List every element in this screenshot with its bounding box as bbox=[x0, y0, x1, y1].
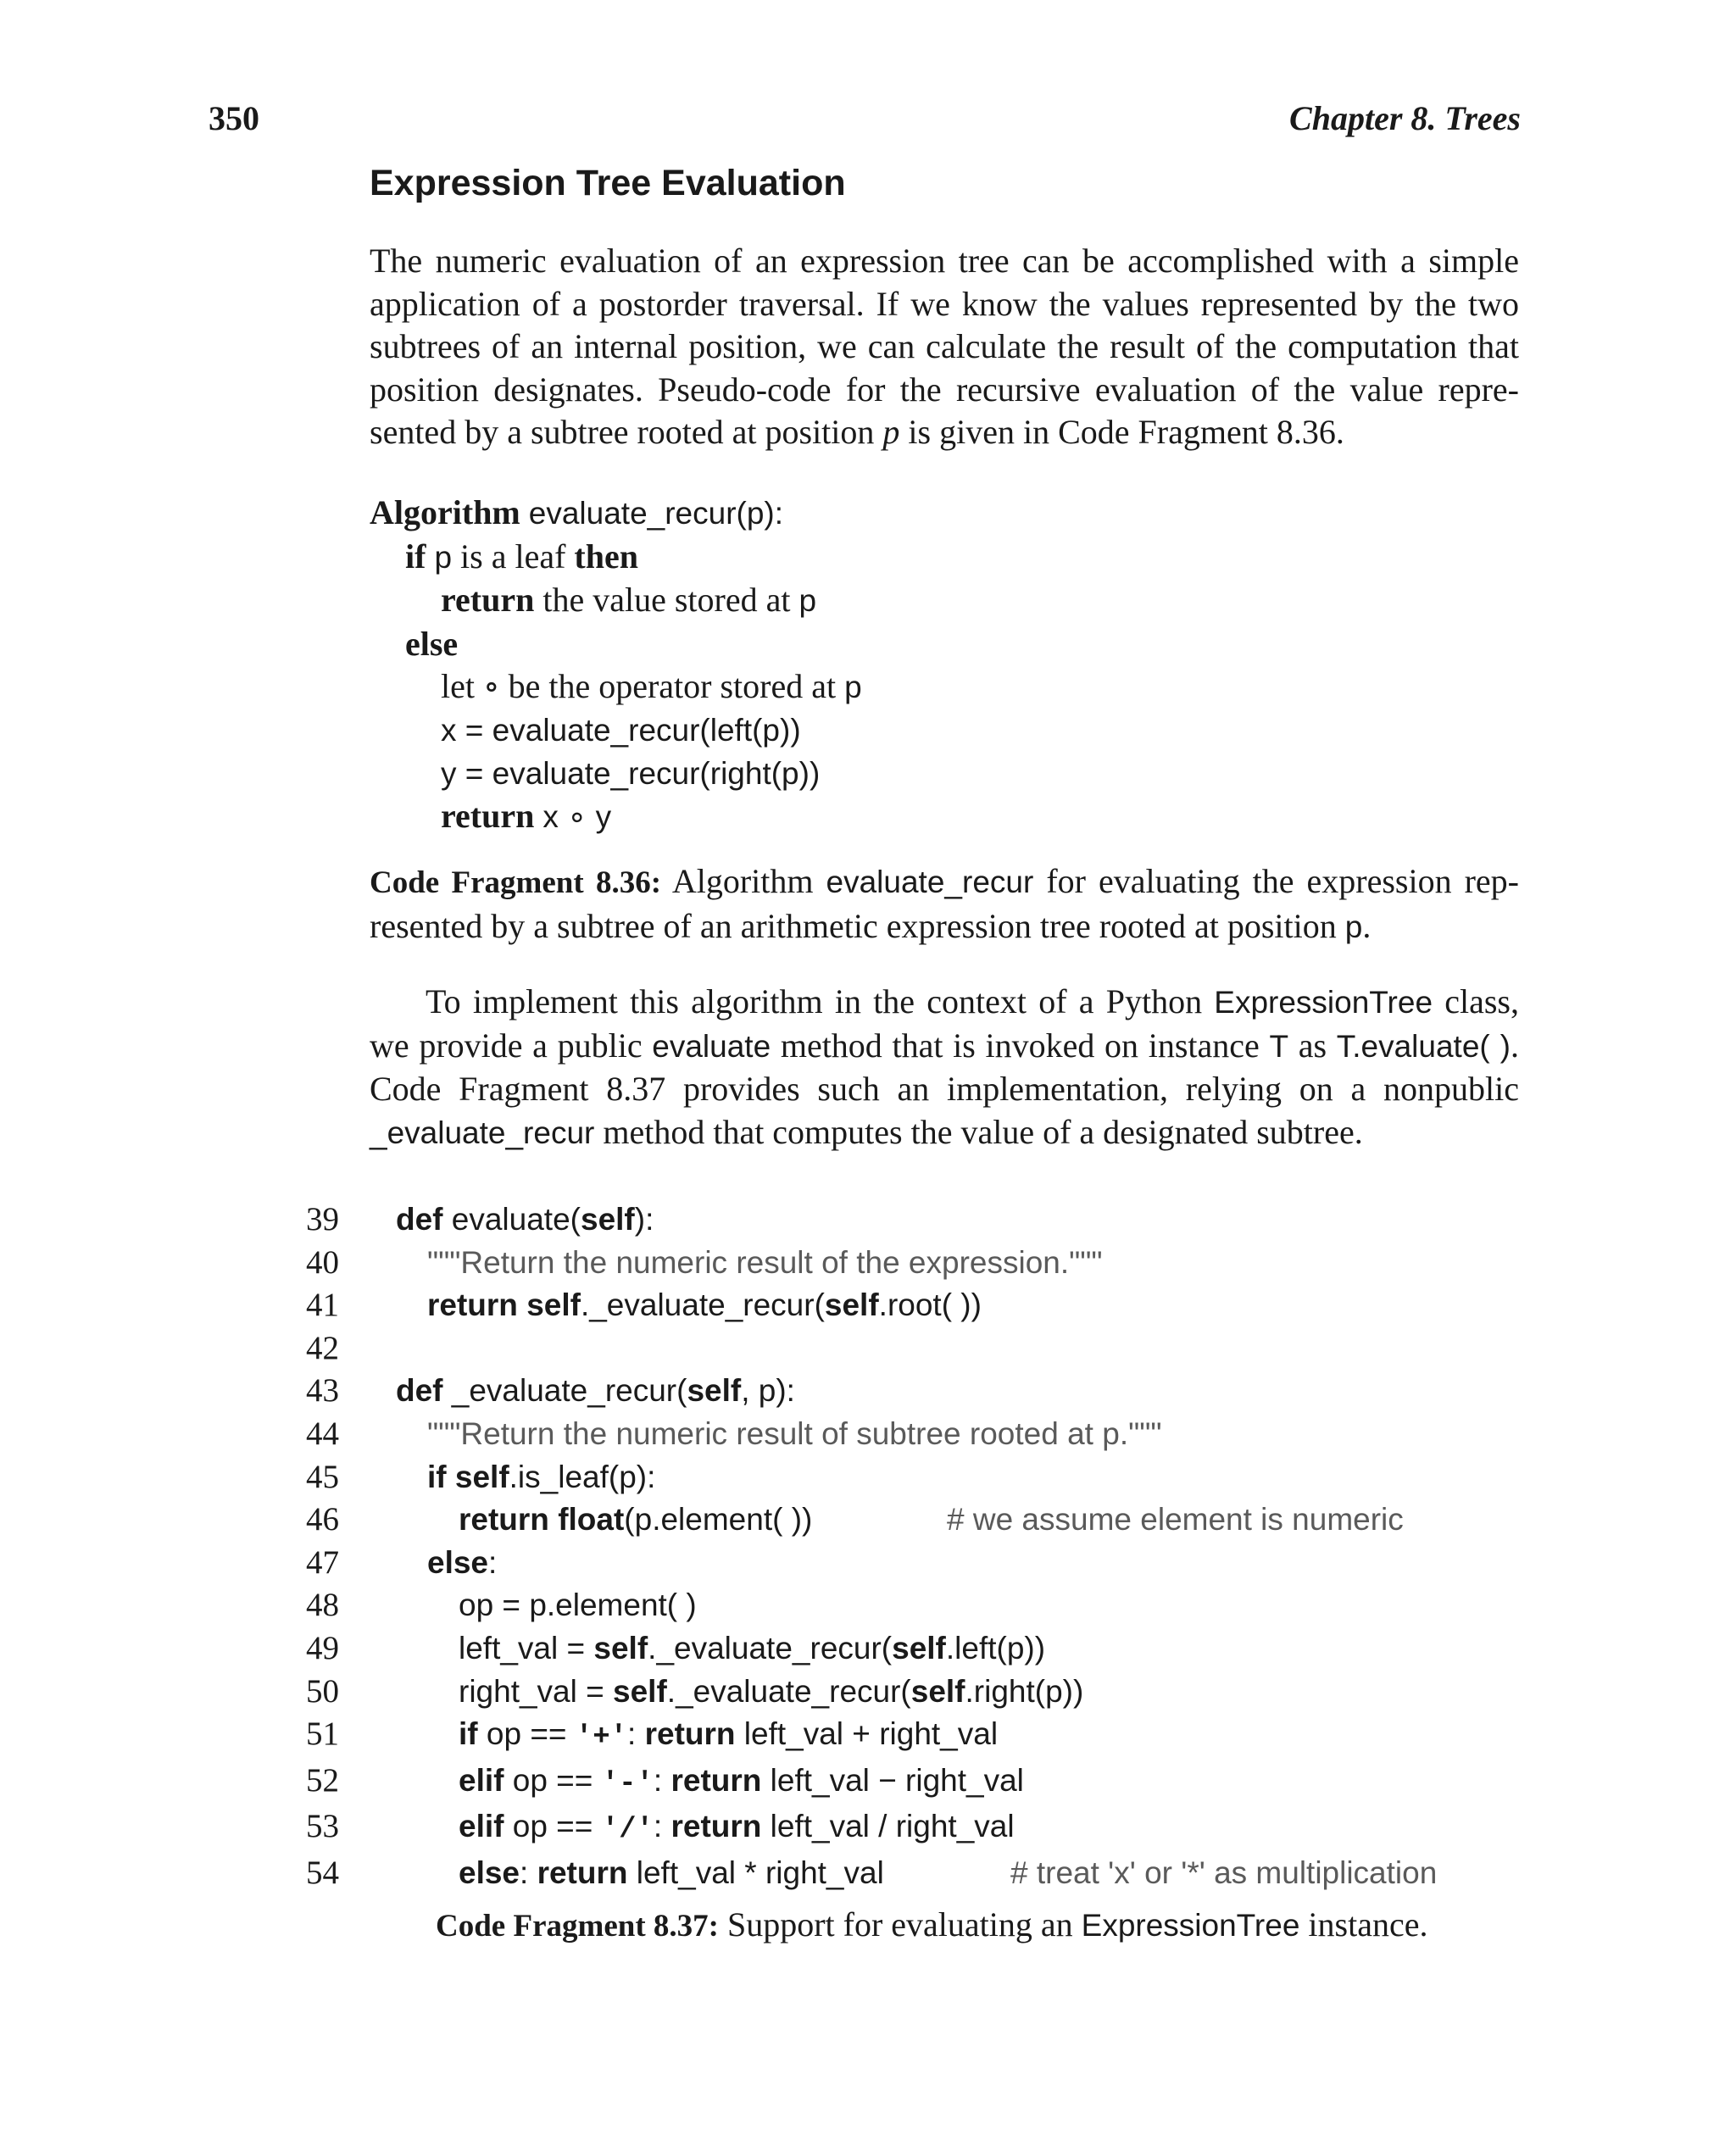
keyword: self bbox=[593, 1630, 648, 1666]
code-ref: ExpressionTree bbox=[1214, 985, 1433, 1020]
var: p bbox=[844, 670, 862, 705]
line-number: 39 bbox=[306, 1201, 339, 1237]
math-p: p bbox=[882, 413, 900, 452]
keyword: self bbox=[454, 1459, 509, 1494]
keyword: else bbox=[459, 1855, 520, 1890]
code-line bbox=[297, 1542, 1162, 1585]
code-line bbox=[297, 1760, 1162, 1806]
text: To implement this algorithm in the context of a Python bbox=[426, 982, 1215, 1020]
keyword: else bbox=[405, 624, 459, 663]
line-number: 44 bbox=[306, 1415, 339, 1452]
code-listing bbox=[297, 1198, 1438, 1895]
code bbox=[447, 1460, 455, 1494]
code-comment: # we assume element is numeric bbox=[947, 1502, 1404, 1538]
text: for evaluating the expression rep- bbox=[1033, 862, 1520, 900]
keyword: self bbox=[526, 1287, 581, 1323]
line-number: 52 bbox=[306, 1761, 339, 1799]
code-text bbox=[339, 1198, 654, 1242]
keyword: self bbox=[613, 1673, 667, 1709]
code: .is_leaf(p): bbox=[509, 1459, 656, 1494]
string-literal: '-' bbox=[601, 1767, 654, 1800]
docstring: """Return the numeric result of the expression.""" bbox=[427, 1244, 1103, 1280]
code-line bbox=[297, 1242, 1162, 1285]
line-number: 54 bbox=[306, 1854, 339, 1891]
code-line bbox=[297, 1413, 1162, 1456]
text: class, bbox=[1433, 982, 1519, 1020]
code: ): bbox=[634, 1202, 654, 1237]
text: let ∘ be the operator stored at bbox=[441, 667, 845, 706]
text: method that is invoked on instance bbox=[771, 1026, 1270, 1065]
caption-code-fragment-8-37 bbox=[436, 1904, 1427, 1949]
code: ._evaluate_recur( bbox=[580, 1287, 825, 1323]
code-line bbox=[297, 1499, 1404, 1542]
paragraph-line bbox=[370, 1111, 1519, 1155]
paragraph-line: position designates. Pseudo-code for the recursive evaluation of the value repre- bbox=[370, 370, 1519, 409]
code-comment: # treat 'x' or '*' as multiplication bbox=[1010, 1855, 1438, 1890]
keyword: if bbox=[427, 1459, 447, 1494]
code-ref: T.evaluate( ) bbox=[1336, 1028, 1511, 1064]
code: : bbox=[653, 1762, 671, 1798]
code-line bbox=[297, 1327, 1162, 1371]
var: p bbox=[798, 583, 817, 619]
algo-signature: evaluate_recur(p): bbox=[528, 496, 784, 531]
code: .left(p)) bbox=[945, 1630, 1046, 1666]
code-text bbox=[339, 1852, 884, 1895]
text: Support for evaluating an bbox=[718, 1905, 1082, 1944]
line-number: 48 bbox=[306, 1587, 339, 1624]
code-text bbox=[339, 1671, 1083, 1714]
keyword: return bbox=[427, 1287, 518, 1323]
text: method that computes the value of a designated subtree. bbox=[594, 1112, 1363, 1151]
code-text bbox=[339, 1456, 655, 1499]
string-literal: '/' bbox=[601, 1814, 654, 1847]
algo-line bbox=[370, 492, 862, 536]
text: Algorithm bbox=[661, 862, 826, 900]
code-ref: ExpressionTree bbox=[1081, 1908, 1300, 1943]
text: is a leaf bbox=[452, 537, 575, 576]
keyword: return bbox=[537, 1855, 628, 1890]
code: op == bbox=[504, 1809, 602, 1844]
code: : bbox=[520, 1855, 537, 1890]
line-number: 45 bbox=[306, 1458, 339, 1495]
expr: x ∘ y bbox=[542, 799, 612, 835]
algo-line bbox=[370, 536, 862, 580]
code: left_val + right_val bbox=[735, 1716, 999, 1752]
running-head: Chapter 8. Trees bbox=[1289, 99, 1521, 137]
line-number: 49 bbox=[306, 1629, 339, 1666]
text: instance. bbox=[1299, 1905, 1428, 1944]
code: (p.element( )) bbox=[624, 1502, 813, 1538]
algo-line bbox=[370, 795, 862, 839]
paragraph-line: subtrees of an internal position, we can calculate the result of the computation that bbox=[370, 327, 1519, 366]
line-number: 41 bbox=[306, 1287, 339, 1324]
var: p bbox=[434, 539, 453, 575]
keyword: return bbox=[670, 1809, 762, 1844]
code: : bbox=[488, 1544, 498, 1580]
keyword: self bbox=[581, 1202, 635, 1237]
caption-label: Code Fragment 8.36: bbox=[370, 865, 662, 900]
code: left_val * right_val bbox=[627, 1855, 884, 1890]
line-number: 53 bbox=[306, 1808, 339, 1845]
code-line bbox=[297, 1456, 1162, 1499]
page-number: 350 bbox=[209, 99, 259, 137]
keyword: elif bbox=[459, 1809, 504, 1844]
code bbox=[518, 1287, 526, 1322]
line-number: 51 bbox=[306, 1716, 339, 1753]
code-line bbox=[297, 1713, 1162, 1760]
section-title: Expression Tree Evaluation bbox=[370, 163, 846, 203]
text: resented by a subtree of an arithmetic expression tree rooted at position bbox=[370, 906, 1345, 945]
code-text bbox=[339, 1370, 795, 1413]
line-number: 40 bbox=[306, 1243, 339, 1281]
paragraph-line bbox=[370, 981, 1519, 1025]
code: op == bbox=[504, 1762, 602, 1798]
paragraph-intro bbox=[370, 240, 1519, 454]
paragraph-line: application of a postorder traversal. If we know the values represented by the two bbox=[370, 284, 1519, 323]
keyword: if bbox=[405, 537, 426, 576]
code bbox=[549, 1502, 558, 1537]
keyword: Algorithm bbox=[370, 493, 520, 531]
code: , p): bbox=[741, 1373, 795, 1409]
code: .right(p)) bbox=[965, 1673, 1084, 1709]
text: we provide a public bbox=[370, 1026, 653, 1065]
code: left_val = bbox=[459, 1630, 594, 1666]
code-ref: T bbox=[1269, 1028, 1289, 1064]
keyword: return bbox=[441, 797, 535, 836]
keyword: return bbox=[441, 581, 535, 620]
keyword: return bbox=[670, 1762, 762, 1798]
code-text: op = p.element( ) bbox=[459, 1588, 697, 1623]
paragraph-line: The numeric evaluation of an expression tree can be accomplished with a simple bbox=[370, 242, 1519, 280]
code: ._evaluate_recur( bbox=[666, 1673, 911, 1709]
string-literal: '+' bbox=[575, 1721, 628, 1755]
code-line bbox=[297, 1805, 1162, 1852]
line-number: 50 bbox=[306, 1672, 339, 1710]
line-number: 47 bbox=[306, 1543, 339, 1581]
code: _evaluate_recur( bbox=[442, 1373, 687, 1409]
caption-code-fragment-8-36 bbox=[370, 860, 1519, 948]
algorithm-block bbox=[370, 492, 862, 839]
code-text bbox=[339, 1499, 812, 1542]
caption-label: Code Fragment 8.37: bbox=[436, 1909, 719, 1944]
keyword: def bbox=[396, 1373, 443, 1409]
code-text bbox=[339, 1627, 1045, 1671]
code-text bbox=[339, 1805, 1015, 1852]
text: . bbox=[1511, 1026, 1520, 1065]
algo-line: y = evaluate_recur(right(p)) bbox=[441, 755, 821, 791]
algo-line bbox=[370, 579, 862, 623]
keyword: self bbox=[892, 1630, 946, 1666]
text: . bbox=[1362, 906, 1372, 945]
code-line bbox=[297, 1627, 1162, 1671]
code-ref: evaluate_recur bbox=[826, 865, 1034, 899]
code-text bbox=[339, 1760, 1024, 1806]
code-text bbox=[339, 1713, 998, 1760]
code: : bbox=[627, 1716, 645, 1752]
code: ._evaluate_recur( bbox=[648, 1630, 893, 1666]
algo-line bbox=[370, 665, 862, 709]
docstring: """Return the numeric result of subtree rooted at p.""" bbox=[427, 1415, 1162, 1451]
code-ref: evaluate bbox=[652, 1028, 771, 1064]
code-line bbox=[297, 1584, 1162, 1627]
keyword: self bbox=[687, 1373, 742, 1409]
text: sented by a subtree rooted at position bbox=[370, 413, 883, 452]
keyword: if bbox=[459, 1716, 478, 1752]
keyword: else bbox=[427, 1544, 489, 1580]
keyword: return bbox=[459, 1502, 549, 1538]
line-number: 42 bbox=[306, 1329, 339, 1366]
caption-line bbox=[370, 905, 1519, 949]
code-text bbox=[339, 1284, 982, 1327]
algo-line: x = evaluate_recur(left(p)) bbox=[441, 712, 801, 748]
code: evaluate( bbox=[442, 1202, 581, 1237]
code: left_val − right_val bbox=[761, 1762, 1024, 1798]
keyword: self bbox=[824, 1287, 879, 1323]
code: right_val = bbox=[459, 1673, 614, 1709]
code: .root( )) bbox=[878, 1287, 982, 1323]
text: is given in Code Fragment 8.36. bbox=[899, 413, 1344, 452]
paragraph-line: Code Fragment 8.37 provides such an implementation, relying on a nonpublic bbox=[370, 1070, 1519, 1109]
paragraph-implementation bbox=[370, 981, 1519, 1154]
keyword: def bbox=[396, 1202, 443, 1237]
line-number: 43 bbox=[306, 1372, 339, 1410]
code: left_val / right_val bbox=[761, 1809, 1015, 1844]
text: the value stored at bbox=[534, 581, 799, 620]
algo-line bbox=[370, 623, 862, 666]
code-ref: _evaluate_recur bbox=[370, 1115, 595, 1150]
code-text bbox=[339, 1542, 497, 1585]
keyword: return bbox=[644, 1716, 736, 1752]
code-line bbox=[297, 1284, 1162, 1327]
code: op == bbox=[477, 1716, 576, 1752]
keyword: then bbox=[574, 537, 638, 576]
line-number: 46 bbox=[306, 1501, 339, 1538]
text: as bbox=[1288, 1026, 1337, 1065]
var: p bbox=[1344, 909, 1363, 944]
code-line bbox=[297, 1370, 1162, 1413]
code-line bbox=[297, 1852, 1438, 1895]
keyword: float bbox=[558, 1502, 625, 1538]
code-line bbox=[297, 1671, 1162, 1714]
code-line bbox=[297, 1198, 1162, 1242]
paragraph-line bbox=[370, 1025, 1519, 1069]
keyword: elif bbox=[459, 1762, 504, 1798]
keyword: self bbox=[910, 1673, 965, 1709]
code: : bbox=[653, 1809, 671, 1844]
paragraph-line bbox=[370, 411, 1519, 454]
caption-line bbox=[370, 860, 1519, 905]
